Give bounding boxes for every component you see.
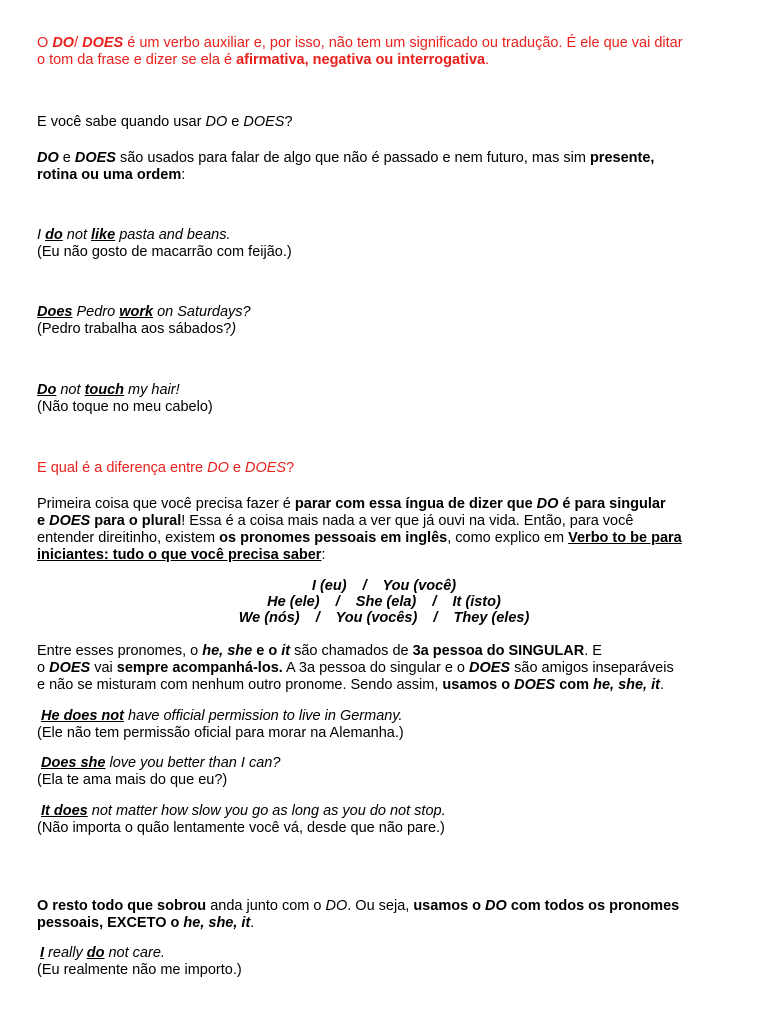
verbo-to-be-link[interactable]: Verbo to be para <box>568 530 682 546</box>
example-1-translation: (Eu não gosto de macarrão com feijão.) <box>37 244 292 260</box>
rest-line-1: O resto todo que sobrou anda junto com o DO. Ou seja, usamos o DO com todos os pronomes <box>37 898 680 914</box>
third-person-line-3: e não se misturam com nenhum outro pronome. Sendo assim, usamos o DOES com he, she, it. <box>37 677 665 693</box>
example-6: It does not matter how slow you go as long as you do not stop. <box>41 803 446 819</box>
pronouns-row-3: We (nós) / You (vocês) / They (eles) <box>238 610 530 626</box>
example-2-translation: (Pedro trabalha aos sábados?) <box>37 321 237 337</box>
example-3-translation: (Não toque no meu cabelo) <box>37 399 213 415</box>
intro-line-1: O DO/ DOES é um verbo auxiliar e, por isso, não tem um significado ou tradução. É ele que vai ditar <box>37 35 683 51</box>
example-4: He does not have official permission to live in Germany. <box>41 708 403 724</box>
example-2: Does Pedro work on Saturdays? <box>37 304 251 320</box>
usage-line-1: DO e DOES são usados para falar de algo que não é passado e nem futuro, mas sim presente, <box>37 150 655 166</box>
example-6-translation: (Não importa o quão lentamente você vá, desde que não pare.) <box>37 820 445 836</box>
example-4-translation: (Ele não tem permissão oficial para morar na Alemanha.) <box>37 725 404 741</box>
example-5-translation: (Ela te ama mais do que eu?) <box>37 772 228 788</box>
first-thing-line-2: e DOES para o plural! Essa é a coisa mais nada a ver que já ouvi na vida. Então, para você <box>37 513 634 529</box>
usage-line-2: rotina ou uma ordem: <box>37 167 186 183</box>
rest-line-2: pessoais, EXCETO o he, she, it. <box>37 915 255 931</box>
question-difference: E qual é a diferença entre DO e DOES? <box>37 460 295 476</box>
question-when-to-use: E você sabe quando usar DO e DOES? <box>37 114 293 130</box>
pronouns-row-1: I (eu) / You (você) <box>311 578 457 594</box>
third-person-line-1: Entre esses pronomes, o he, she e o it são chamados de 3a pessoa do SINGULAR. E <box>37 643 602 659</box>
verbo-to-be-link-cont[interactable]: iniciantes: tudo o que você precisa saber <box>37 547 322 563</box>
example-3: Do not touch my hair! <box>37 382 180 398</box>
intro-line-2: o tom da frase e dizer se ela é afirmativa, negativa ou interrogativa. <box>37 52 490 68</box>
first-thing-line-3: entender direitinho, existem os pronomes pessoais em inglês, como explico em Verbo to be para <box>37 530 682 546</box>
third-person-line-2: o DOES vai sempre acompanhá-los. A 3a pessoa do singular e o DOES são amigos inseparáveis <box>37 660 674 676</box>
first-thing-line-4: iniciantes: tudo o que você precisa saber: <box>37 547 326 563</box>
example-7: I really do not care. <box>40 945 165 961</box>
example-7-translation: (Eu realmente não me importo.) <box>37 962 242 978</box>
pronouns-row-2: He (ele) / She (ela) / It (isto) <box>267 594 501 610</box>
example-5: Does she love you better than I can? <box>41 755 281 771</box>
example-1: I do not like pasta and beans. <box>37 227 231 243</box>
first-thing-line-1: Primeira coisa que você precisa fazer é parar com essa íngua de dizer que DO é para singular <box>37 496 666 512</box>
